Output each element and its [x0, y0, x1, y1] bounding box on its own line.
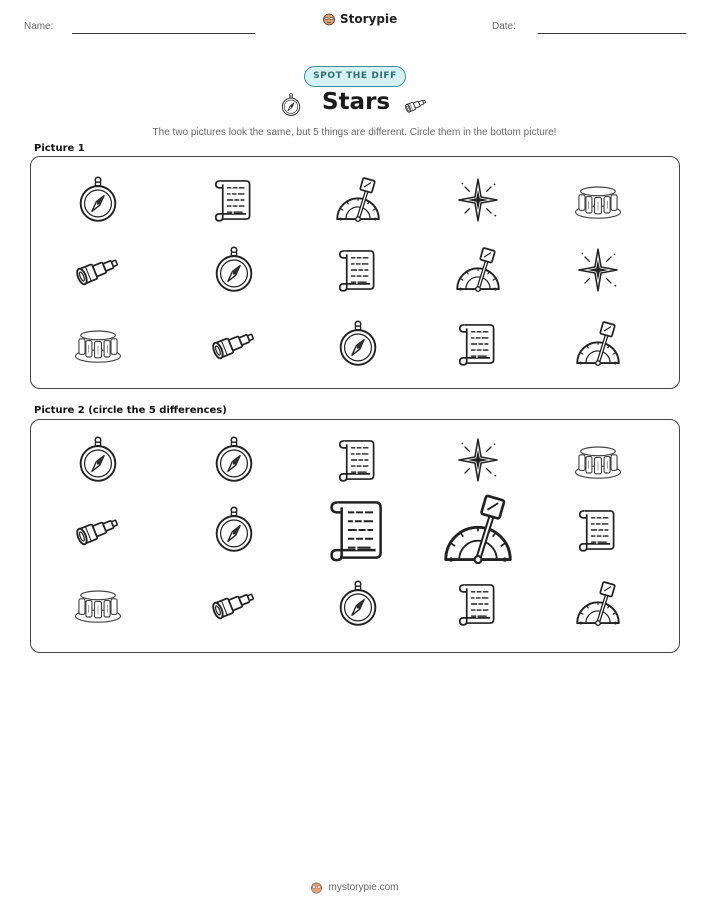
scroll-icon — [332, 244, 384, 296]
title-compass-icon — [278, 92, 304, 118]
storypie-mascot-icon — [310, 881, 323, 894]
name-field[interactable] — [72, 33, 255, 34]
scroll-icon[interactable] — [572, 504, 624, 556]
compass-icon[interactable] — [332, 578, 384, 630]
protractor-icon — [452, 244, 504, 296]
title-telescope-icon — [398, 92, 434, 118]
compass-icon — [208, 244, 260, 296]
compass-icon[interactable] — [208, 434, 260, 486]
picture-2-label: Picture 2 (circle the 5 differences) — [34, 405, 227, 416]
scroll-icon[interactable] — [320, 492, 395, 567]
protractor-icon — [332, 174, 384, 226]
brand-logo — [322, 12, 397, 26]
scroll-icon — [208, 174, 260, 226]
date-label: Date: — [492, 21, 516, 32]
star-icon[interactable] — [452, 434, 504, 486]
picture-2-panel[interactable] — [30, 419, 680, 653]
protractor-icon — [572, 318, 624, 370]
compass-icon — [72, 174, 124, 226]
stonehenge-icon — [572, 174, 624, 226]
name-label: Name: — [24, 21, 54, 32]
storypie-mascot-icon — [322, 12, 336, 26]
telescope-icon — [208, 318, 260, 370]
telescope-icon — [72, 244, 124, 296]
star-icon — [452, 174, 504, 226]
scroll-icon[interactable] — [332, 434, 384, 486]
stonehenge-icon — [72, 318, 124, 370]
instructions: The two pictures look the same, but 5 things are different. Circle them in the bottom picture! — [152, 127, 557, 138]
telescope-icon[interactable] — [72, 504, 124, 556]
scroll-icon — [452, 318, 504, 370]
spot-the-diff-badge: SPOT THE DIFF — [304, 66, 406, 87]
star-icon — [572, 244, 624, 296]
date-field[interactable] — [538, 33, 686, 34]
protractor-icon[interactable] — [572, 578, 624, 630]
footer — [0, 881, 709, 894]
scroll-icon[interactable] — [452, 578, 504, 630]
stonehenge-icon[interactable] — [72, 578, 124, 630]
stonehenge-icon[interactable] — [572, 434, 624, 486]
telescope-icon[interactable] — [208, 578, 260, 630]
page-title: Stars — [322, 89, 391, 115]
protractor-icon[interactable] — [438, 490, 519, 571]
compass-icon[interactable] — [72, 434, 124, 486]
compass-icon — [332, 318, 384, 370]
compass-icon[interactable] — [208, 504, 260, 556]
brand-name: Storypie — [340, 12, 398, 26]
footer-site: mystorypie.com — [328, 882, 399, 893]
picture-1-label: Picture 1 — [34, 143, 85, 154]
picture-1-panel — [30, 156, 680, 389]
